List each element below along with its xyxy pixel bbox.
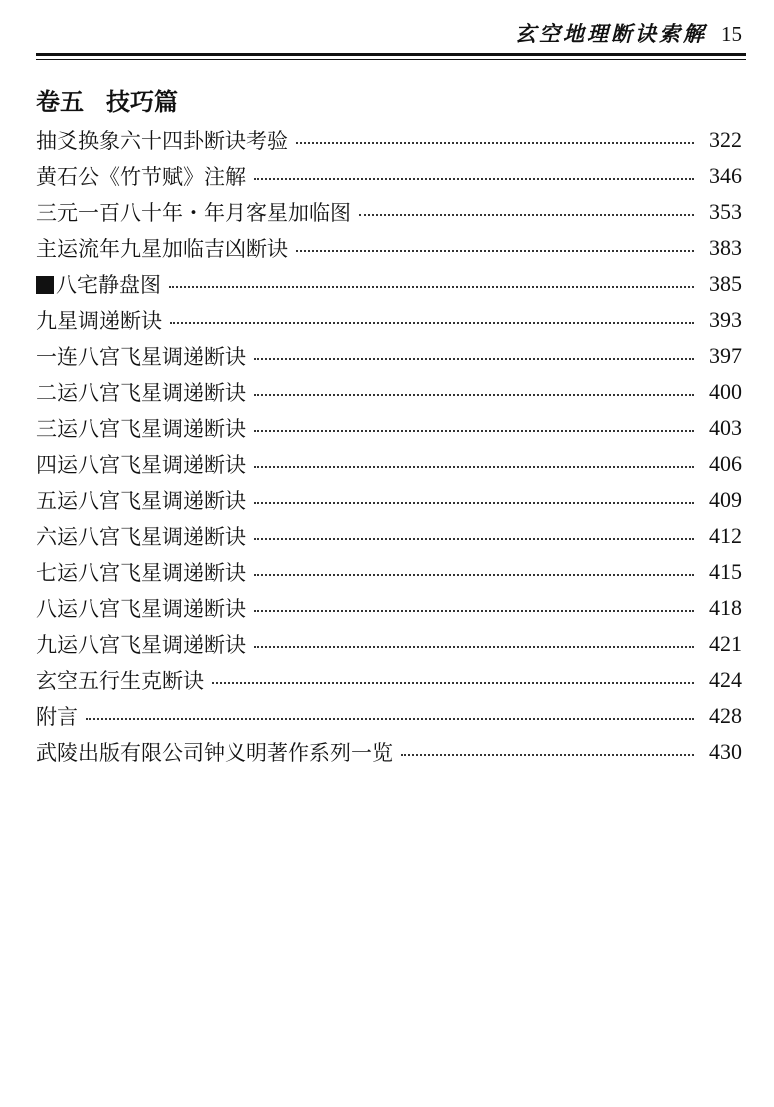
dot-leader bbox=[254, 394, 694, 396]
section-title: 技巧篇 bbox=[106, 88, 178, 116]
book-title: 玄空地理断诀索解 bbox=[515, 22, 707, 46]
dot-leader bbox=[170, 322, 694, 324]
toc-entry-title-text: 六运八宫飞星调递断诀 bbox=[36, 525, 246, 549]
dot-leader bbox=[254, 502, 694, 504]
toc-entry bbox=[36, 302, 742, 338]
dot-leader bbox=[169, 286, 694, 288]
toc-entry-title bbox=[36, 269, 161, 299]
toc-entry-title bbox=[36, 701, 78, 731]
header-rule-thin bbox=[36, 59, 746, 60]
toc-entry bbox=[36, 554, 742, 590]
toc-entry-title bbox=[36, 665, 204, 695]
dot-leader bbox=[254, 358, 694, 360]
toc-entry-title bbox=[36, 413, 246, 443]
toc-entry-title-text: 五运八宫飞星调递断诀 bbox=[36, 489, 246, 513]
toc-entry bbox=[36, 734, 742, 770]
toc-entry-title-text: 武陵出版有限公司钟义明著作系列一览 bbox=[36, 741, 393, 765]
volume-label: 卷五 bbox=[36, 88, 84, 116]
toc-entry-page: 385 bbox=[709, 271, 742, 296]
dot-leader bbox=[296, 250, 694, 252]
header-rule-thick bbox=[36, 53, 746, 56]
toc-entry-page: 403 bbox=[709, 415, 742, 440]
toc-entry-title bbox=[36, 485, 246, 515]
toc-entry-page: 346 bbox=[709, 163, 742, 188]
dot-leader bbox=[254, 430, 694, 432]
toc-entry bbox=[36, 374, 742, 410]
toc-entry-page: 409 bbox=[709, 487, 742, 512]
toc-entry bbox=[36, 590, 742, 626]
toc-entry-title bbox=[36, 593, 246, 623]
toc-entry-title-text: 玄空五行生克断诀 bbox=[36, 669, 204, 693]
toc-entry-page: 400 bbox=[709, 379, 742, 404]
toc-entry-page: 418 bbox=[709, 595, 742, 620]
toc-entry-page: 415 bbox=[709, 559, 742, 584]
toc-entry-title bbox=[36, 125, 288, 155]
dot-leader bbox=[254, 574, 694, 576]
toc-entry bbox=[36, 410, 742, 446]
toc-entry-title bbox=[36, 161, 246, 191]
toc-entry-page: 428 bbox=[709, 703, 742, 728]
toc-entry-title bbox=[36, 197, 351, 227]
toc-entry bbox=[36, 518, 742, 554]
toc-entry-title bbox=[36, 233, 288, 263]
toc-entry-title-text: 九星调递断诀 bbox=[36, 309, 162, 333]
dot-leader bbox=[254, 466, 694, 468]
toc-entry-title bbox=[36, 737, 393, 767]
toc-entry bbox=[36, 662, 742, 698]
toc-entry bbox=[36, 194, 742, 230]
dot-leader bbox=[86, 718, 694, 720]
toc-entry-page: 397 bbox=[709, 343, 742, 368]
toc-entry-title-text: 四运八宫飞星调递断诀 bbox=[36, 453, 246, 477]
toc-entry bbox=[36, 482, 742, 518]
toc-entry bbox=[36, 446, 742, 482]
toc-entry-page: 430 bbox=[709, 739, 742, 764]
toc-entry-title-text: 抽爻换象六十四卦断诀考验 bbox=[36, 129, 288, 153]
toc-entry-page: 424 bbox=[709, 667, 742, 692]
dot-leader bbox=[401, 754, 694, 756]
dot-leader bbox=[296, 142, 694, 144]
toc-entry-title-text: 二运八宫飞星调递断诀 bbox=[36, 381, 246, 405]
toc-entry bbox=[36, 230, 742, 266]
page-number: 15 bbox=[721, 22, 742, 46]
toc-entry-title-text: 八运八宫飞星调递断诀 bbox=[36, 597, 246, 621]
toc-entry-title bbox=[36, 449, 246, 479]
dot-leader bbox=[254, 538, 694, 540]
toc-entry-title-text: 附言 bbox=[36, 705, 78, 729]
toc-entry-page: 412 bbox=[709, 523, 742, 548]
square-icon bbox=[36, 276, 54, 294]
toc-entry bbox=[36, 158, 742, 194]
toc-entry-title-text: 主运流年九星加临吉凶断诀 bbox=[36, 237, 288, 261]
toc-entry bbox=[36, 626, 742, 662]
dot-leader bbox=[254, 646, 694, 648]
toc-entry bbox=[36, 698, 742, 734]
toc-entry-title bbox=[36, 557, 246, 587]
running-header bbox=[515, 18, 742, 50]
toc-entry-title bbox=[36, 521, 246, 551]
dot-leader bbox=[254, 178, 694, 180]
toc-entry-page: 322 bbox=[709, 127, 742, 152]
dot-leader bbox=[254, 610, 694, 612]
toc-entry bbox=[36, 266, 742, 302]
toc-entry-page: 406 bbox=[709, 451, 742, 476]
toc-entry-title bbox=[36, 377, 246, 407]
toc-entry-title-text: 一连八宫飞星调递断诀 bbox=[36, 345, 246, 369]
toc-entry-title-text: 八宅静盘图 bbox=[56, 273, 161, 297]
toc-entry-title-text: 七运八宫飞星调递断诀 bbox=[36, 561, 246, 585]
toc-entry-page: 353 bbox=[709, 199, 742, 224]
toc-entry-title-text: 三元一百八十年・年月客星加临图 bbox=[36, 201, 351, 225]
toc-entry-title-text: 三运八宫飞星调递断诀 bbox=[36, 417, 246, 441]
toc-entry-title bbox=[36, 341, 246, 371]
toc-entry-title-text: 黄石公《竹节赋》注解 bbox=[36, 165, 246, 189]
section-heading bbox=[36, 82, 178, 117]
toc-entry-title-text: 九运八宫飞星调递断诀 bbox=[36, 633, 246, 657]
dot-leader bbox=[212, 682, 694, 684]
toc-entry-title bbox=[36, 629, 246, 659]
toc-entry bbox=[36, 122, 742, 158]
toc-entry-title bbox=[36, 305, 162, 335]
toc-entry-page: 383 bbox=[709, 235, 742, 260]
toc-entry-page: 421 bbox=[709, 631, 742, 656]
table-of-contents bbox=[36, 122, 742, 770]
toc-entry-page: 393 bbox=[709, 307, 742, 332]
toc-entry bbox=[36, 338, 742, 374]
dot-leader bbox=[359, 214, 694, 216]
